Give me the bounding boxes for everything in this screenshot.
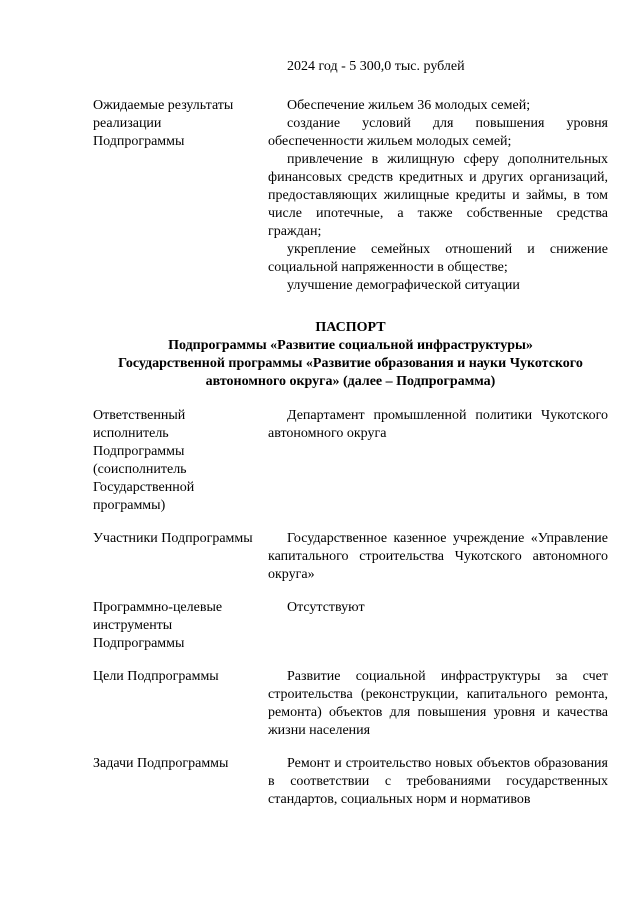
budget-continuation-row bbox=[93, 58, 608, 76]
expected-results-paragraph: привлечение в жилищную сферу дополнительных финансовых средств кредитных и других организаций, предоставляющих жилищные кредиты и займы, в том числе ипотечные, а также собственные средства граждан; bbox=[268, 152, 608, 239]
expected-results-paragraph: укрепление семейных отношений и снижение социальной напряженности в обществе; bbox=[268, 242, 608, 275]
budget-line: 2024 год - 5 300,0 тыс. рублей bbox=[287, 59, 465, 74]
row-value-text: Развитие социальной инфраструктуры за счет строительства (реконструкции, капитального ремонта, ремонта) объектов для повышения уровня и качества жизни населения bbox=[268, 669, 608, 738]
row-value-text: Государственное казенное учреждение «Управление капитального строительства Чукотского автономного округа» bbox=[268, 531, 608, 582]
expected-results-label: Ожидаемые результаты реализации Подпрограммы bbox=[93, 98, 234, 149]
row-value-text: Департамент промышленной политики Чукотского автономного округа bbox=[268, 408, 608, 441]
expected-results-paragraph: улучшение демографической ситуации bbox=[287, 278, 520, 293]
row-label: Участники Подпрограммы bbox=[93, 531, 253, 546]
passport-title-block bbox=[93, 319, 608, 391]
expected-results-value bbox=[268, 97, 608, 295]
row-label: Задачи Подпрограммы bbox=[93, 756, 229, 771]
passport-heading: ПАСПОРТ bbox=[315, 320, 386, 335]
row-value-text: Отсутствуют bbox=[287, 600, 365, 615]
row-value bbox=[268, 599, 608, 617]
row-value bbox=[268, 755, 608, 809]
passport-row-program-target-instruments bbox=[93, 599, 608, 653]
expected-results-paragraph: Обеспечение жильем 36 молодых семей; bbox=[287, 98, 531, 113]
row-value bbox=[268, 668, 608, 740]
passport-row-tasks bbox=[93, 755, 608, 809]
row-value-text: Ремонт и строительство новых объектов образования в соответствии с требованиями государственных стандартов, социальных норм и нормативов bbox=[268, 756, 608, 807]
expected-results-paragraph: создание условий для повышения уровня обеспеченности жильем молодых семей; bbox=[268, 116, 608, 149]
row-value bbox=[268, 530, 608, 584]
row-label: Программно-целевые инструменты Подпрограммы bbox=[93, 600, 223, 651]
passport-program-line: Государственной программы «Развитие образования и науки Чукотского автономного округа» (далее – Подпрограмма) bbox=[118, 356, 583, 389]
expected-results-row bbox=[93, 97, 608, 295]
passport-row-participants bbox=[93, 530, 608, 584]
row-value bbox=[268, 407, 608, 443]
passport-row-goals bbox=[93, 668, 608, 740]
row-label: Ответственный исполнитель Подпрограммы (соисполнитель Государственной программы) bbox=[93, 408, 195, 513]
row-label: Цели Подпрограммы bbox=[93, 669, 219, 684]
passport-row-responsible-executor bbox=[93, 407, 608, 515]
passport-subprogram-line: Подпрограммы «Развитие социальной инфраструктуры» bbox=[168, 338, 533, 353]
budget-row-value bbox=[268, 58, 608, 76]
